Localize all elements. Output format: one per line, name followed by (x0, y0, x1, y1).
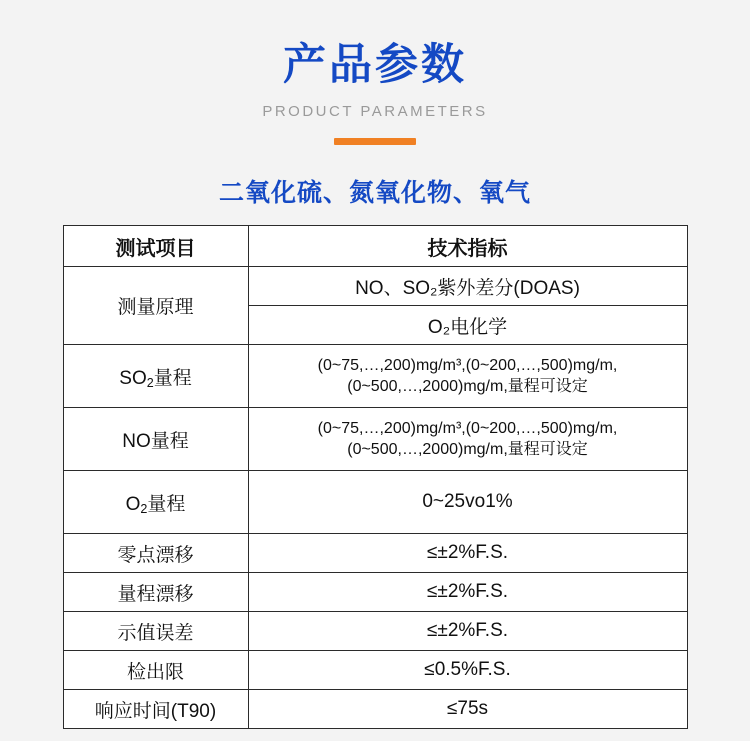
row-label-detection-limit: 检出限 (63, 651, 248, 690)
row-value-span-drift: ≤±2%F.S. (248, 573, 687, 612)
row-label-measurement-principle: 测量原理 (63, 267, 248, 345)
table-row (63, 651, 687, 690)
row-value-zero-drift: ≤±2%F.S. (248, 534, 687, 573)
o2-label-sub: 2 (140, 501, 148, 516)
row-label-so2-range (63, 345, 248, 408)
so2-range-line-2: (0~500,…,2000)mg/m,量程可设定 (347, 378, 588, 396)
row-value-so2-range (248, 345, 687, 408)
row-value-no-range (248, 408, 687, 471)
table-row (63, 612, 687, 651)
o2-label-pre: O (125, 493, 141, 515)
parameters-table (63, 225, 688, 729)
no-range-line-2: (0~500,…,2000)mg/m,量程可设定 (347, 441, 588, 459)
row-label-zero-drift: 零点漂移 (63, 534, 248, 573)
page-title: 产品参数 (283, 41, 467, 89)
parameters-table-wrapper (63, 225, 688, 729)
row-value-response-time: ≤75s (248, 690, 687, 729)
table-row (63, 345, 687, 408)
table-row (63, 408, 687, 471)
row-value-indication-error: ≤±2%F.S. (248, 612, 687, 651)
no-range-line-1: (0~75,…,200)mg/m³,(0~200,…,500)mg/m, (317, 419, 618, 437)
so2-label-pre: SO (119, 367, 147, 389)
accent-divider (334, 138, 416, 145)
row-value-o2-range: 0~25vo1% (248, 471, 687, 534)
so2-label-sub: 2 (146, 375, 154, 390)
table-row (63, 534, 687, 573)
table-row (63, 573, 687, 612)
column-header-item: 测试项目 (63, 226, 248, 267)
row-value-principle-electrochemical: O₂电化学 (248, 306, 687, 345)
column-header-spec: 技术指标 (248, 226, 687, 267)
table-row (63, 471, 687, 534)
page-header (0, 0, 750, 145)
section-subtitle: 二氧化硫、氮氧化物、氧气 (218, 179, 531, 208)
row-label-span-drift: 量程漂移 (63, 573, 248, 612)
row-label-response-time: 响应时间(T90) (63, 690, 248, 729)
table-row (63, 690, 687, 729)
so2-label-post: 量程 (153, 367, 192, 389)
table-header-row (63, 226, 687, 267)
row-value-detection-limit: ≤0.5%F.S. (248, 651, 687, 690)
o2-label-post: 量程 (147, 493, 186, 515)
row-label-indication-error: 示值误差 (63, 612, 248, 651)
table-row (63, 267, 687, 306)
row-label-no-range: NO量程 (63, 408, 248, 471)
so2-range-line-1: (0~75,…,200)mg/m³,(0~200,…,500)mg/m, (317, 356, 618, 374)
row-value-principle-doas: NO、SO₂紫外差分(DOAS) (248, 267, 687, 306)
row-label-o2-range (63, 471, 248, 534)
page-subtitle-en: PRODUCT PARAMETERS (262, 103, 488, 121)
